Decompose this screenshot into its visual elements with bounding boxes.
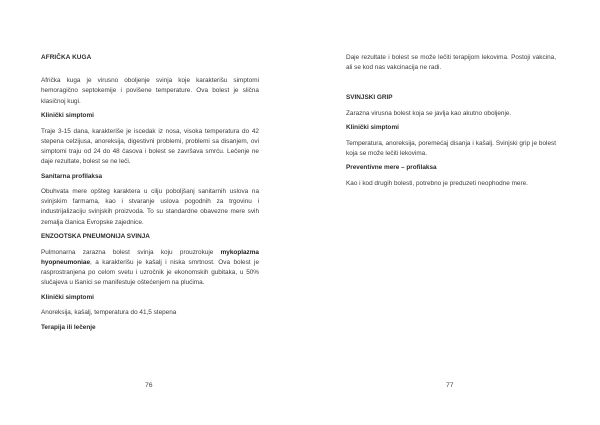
- swine-flu-intro: Zarazna virusna bolest koja se javlja kao akutno oboljenje.: [346, 109, 512, 117]
- clinical-symptoms-text-2: Anoreksija, kašalj, temperatura do 41,5 stepena: [41, 309, 177, 317]
- clinical-symptoms-heading: Klinički simptomi: [41, 112, 94, 120]
- african-swine-fever-intro: Afrička kuga je virusno oboljenje svinja koje karakterišu simptomi hemoragično septokemije i povišene temperature. Ova bolest je slična klasičnoj kugi.: [41, 77, 259, 105]
- enzootic-pneumonia-text: [41, 248, 259, 289]
- swine-flu-symptoms-text: Temperatura, anoreksija, poremećaj disanja i kašalj. Svinjski grip je bolest koja se može lečiti lekovima.: [346, 139, 556, 157]
- therapy-heading: Terapija ili lečenje: [41, 323, 96, 331]
- page-number-right: 77: [446, 382, 454, 389]
- swine-flu-title: SVINJSKI GRIP: [346, 94, 393, 102]
- therapy-continued-text: Daje rezultate i bolest se može lečiti terapijom lekovima. Postoji vakcina, ali se kod nas vakcinacija ne radi.: [346, 54, 556, 72]
- sanitary-prophylaxis-text: Obuhvata mere opšteg karaktera u cilju poboljšanj sanitarnih uslova na svinjskim farmama, kao i stvaranje uslova pogodnih za trgovinu i industrijalizaciju svinjskih proizvoda. To su standardne obavezne mere svih zemalja članica Evropske zajednice.: [41, 188, 259, 226]
- swine-flu-symptoms-heading: Klinički simptomi: [346, 124, 399, 132]
- preventive-measures-text: Kao i kod drugih bolesti, potrebno je preduzeti neophodne mere.: [346, 179, 528, 187]
- clinical-symptoms-heading-2: Klinički simptomi: [41, 293, 94, 301]
- enzootic-pneumonia-heading: ENZOOTSKA PNEUMONIJA SVINJA: [41, 233, 150, 241]
- enzootic-text-before: Pulmonarna zarazna bolest svinja koju prouzrokuje: [41, 248, 221, 256]
- page-number-left: 76: [145, 382, 153, 389]
- preventive-measures-heading: Preventivne mere – profilaksa: [346, 164, 437, 172]
- left-page-content: [41, 53, 259, 338]
- enzootic-text-after: , a karakterišu je kašalj i niska smrtnost. Ova bolest je rasprostranjena po celom svetu i uzročnik je ekonomskih gubitaka, u 50% slučajeva u lšanici se manifestuje oštećenjem na plućima.: [41, 258, 259, 287]
- clinical-symptoms-text: Traje 3-15 dana, karakteriše je iscedak iz nosa, visoka temperatura do 42 stepena celzijusa, anoreksija, digestivni problemi, problemi sa disanjem, ovi simptomi traju od 24 do 48 časova i bolest se završava smrću. Lečenje ne daje rezultate, bolest se ne leči.: [41, 127, 259, 166]
- african-swine-fever-title: AFRIČKA KUGA: [41, 54, 92, 61]
- right-page: [300, 0, 600, 425]
- right-page-content: [346, 53, 556, 193]
- sanitary-prophylaxis-heading: Sanitarna profilaksa: [41, 172, 103, 180]
- pathogen-name: mykoplazma hyopneumoniae: [41, 248, 259, 266]
